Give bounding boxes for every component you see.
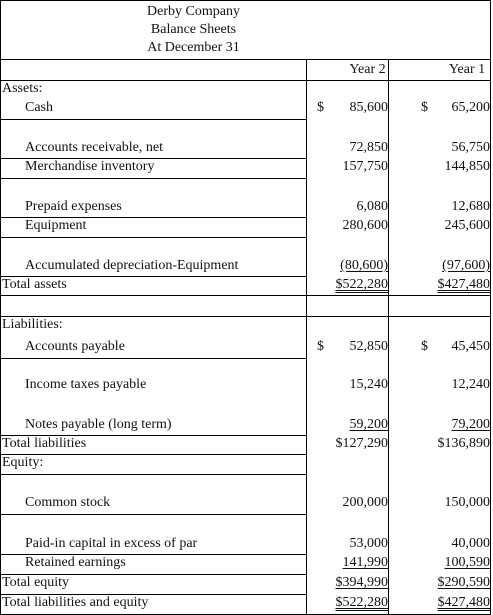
dollar-sign-year2: $ bbox=[317, 100, 324, 115]
row-label-accumulated-depreciation: Accumulated depreciation-Equipment bbox=[25, 258, 239, 273]
total-liabilities-year1: $136,890 bbox=[437, 436, 490, 451]
cash-year2: 85,600 bbox=[349, 100, 388, 115]
row-rule bbox=[0, 574, 306, 575]
section-heading-assets: Assets: bbox=[2, 81, 43, 96]
statement-name: Balance Sheets bbox=[150, 22, 237, 37]
section-heading-equity: Equity: bbox=[2, 455, 44, 470]
row-label-total-equity: Total equity bbox=[2, 575, 70, 590]
row-rule bbox=[0, 554, 306, 555]
assets-section-rule bbox=[0, 295, 491, 296]
left-border bbox=[0, 0, 1, 615]
column-header-year2: Year 2 bbox=[349, 62, 386, 77]
row-label-total-liabilities-and-equity: Total liabilities and equity bbox=[2, 595, 149, 610]
row-rule bbox=[0, 217, 306, 218]
row-rule bbox=[0, 514, 306, 515]
total-liabilities-and-equity-year2: $522,280 bbox=[335, 595, 388, 610]
paid-in-capital-year1: 40,000 bbox=[451, 536, 490, 551]
liabilities-section-rule bbox=[0, 316, 491, 317]
row-label-notes-payable: Notes payable (long term) bbox=[25, 417, 172, 432]
row-rule bbox=[0, 358, 306, 359]
accumulated-depreciation-year2: (80,600) bbox=[340, 258, 388, 273]
dollar-sign-year1: $ bbox=[421, 339, 428, 354]
prepaid-expenses-year2: 6,080 bbox=[356, 199, 388, 214]
accounts-payable-year1: 45,450 bbox=[451, 339, 490, 354]
row-label-merchandise-inventory: Merchandise inventory bbox=[25, 159, 155, 174]
common-stock-year1: 150,000 bbox=[444, 495, 490, 510]
cash-year1: 65,200 bbox=[451, 100, 490, 115]
paid-in-capital-year2: 53,000 bbox=[349, 536, 388, 551]
row-label-total-assets: Total assets bbox=[2, 277, 67, 292]
column-header-year1: Year 1 bbox=[448, 62, 486, 77]
total-liabilities-year2: $127,290 bbox=[335, 436, 388, 451]
common-stock-year2: 200,000 bbox=[342, 495, 388, 510]
row-rule bbox=[0, 474, 306, 475]
row-label-income-taxes-payable: Income taxes payable bbox=[25, 377, 147, 392]
retained-earnings-year1: 100,590 bbox=[444, 555, 490, 570]
row-label-common-stock: Common stock bbox=[25, 495, 111, 510]
dollar-sign-year2: $ bbox=[317, 339, 324, 354]
dollar-sign-year1: $ bbox=[421, 100, 428, 115]
prepaid-expenses-year1: 12,680 bbox=[451, 199, 490, 214]
row-rule bbox=[0, 119, 306, 120]
total-equity-year2: $394,990 bbox=[335, 575, 388, 590]
row-label-accounts-payable: Accounts payable bbox=[25, 339, 125, 354]
accounts-receivable-year1: 56,750 bbox=[451, 140, 490, 155]
column-header-rule bbox=[0, 80, 491, 81]
statement-date: At December 31 bbox=[147, 40, 240, 55]
row-label-retained-earnings: Retained earnings bbox=[25, 555, 126, 570]
row-label-equipment: Equipment bbox=[25, 218, 87, 233]
row-label-total-liabilities: Total liabilities bbox=[2, 436, 87, 451]
row-label-cash: Cash bbox=[25, 100, 53, 115]
row-label-prepaid-expenses: Prepaid expenses bbox=[25, 199, 122, 214]
section-heading-liabilities: Liabilities: bbox=[2, 317, 63, 332]
row-label-paid-in-capital: Paid-in capital in excess of par bbox=[25, 536, 198, 551]
retained-earnings-year2: 141,990 bbox=[342, 555, 388, 570]
total-equity-year1: $290,590 bbox=[437, 575, 490, 590]
row-rule bbox=[0, 276, 306, 277]
equipment-year1: 245,600 bbox=[444, 218, 490, 233]
accumulated-depreciation-year1: (97,600) bbox=[442, 258, 490, 273]
total-liabilities-and-equity-year1: $427,480 bbox=[437, 595, 490, 610]
income-taxes-payable-year1: 12,240 bbox=[451, 377, 490, 392]
income-taxes-payable-year2: 15,240 bbox=[349, 377, 388, 392]
row-rule bbox=[0, 158, 306, 159]
header-bottom-rule bbox=[0, 59, 491, 60]
label-divider bbox=[306, 59, 307, 615]
right-border bbox=[490, 0, 491, 615]
notes-payable-year1: 79,200 bbox=[451, 417, 490, 432]
row-rule bbox=[0, 594, 306, 595]
merchandise-inventory-year1: 144,850 bbox=[444, 159, 490, 174]
notes-payable-year2: 59,200 bbox=[349, 417, 388, 432]
total-assets-year2: $522,280 bbox=[335, 277, 388, 292]
total-assets-year1: $427,480 bbox=[437, 277, 490, 292]
company-name: Derby Company bbox=[147, 4, 240, 19]
equipment-year2: 280,600 bbox=[342, 218, 388, 233]
row-label-accounts-receivable: Accounts receivable, net bbox=[25, 140, 163, 155]
merchandise-inventory-year2: 157,750 bbox=[342, 159, 388, 174]
accounts-payable-year2: 52,850 bbox=[349, 339, 388, 354]
top-border bbox=[0, 0, 491, 1]
row-rule bbox=[0, 454, 306, 455]
accounts-receivable-year2: 72,850 bbox=[349, 140, 388, 155]
year-divider bbox=[388, 59, 389, 615]
row-rule bbox=[0, 178, 306, 179]
row-rule bbox=[0, 435, 306, 436]
row-rule bbox=[0, 237, 306, 238]
